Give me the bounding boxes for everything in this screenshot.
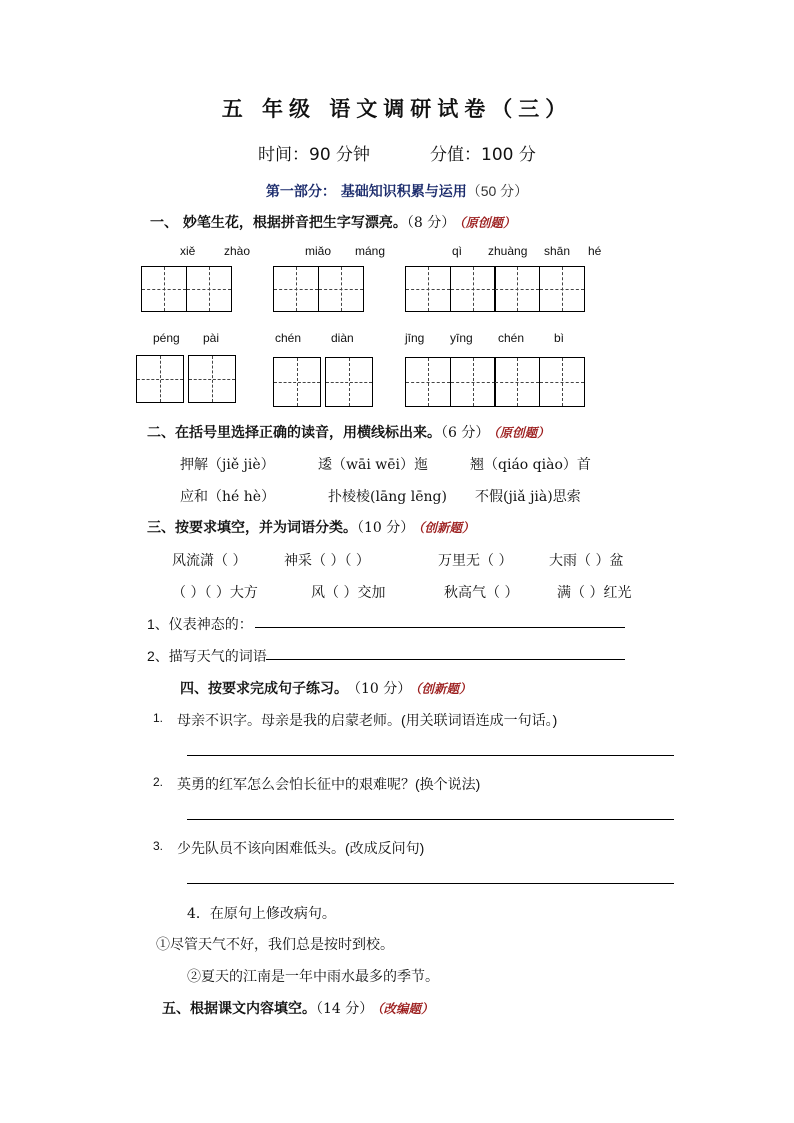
question-5-points: （14 分）	[316, 1001, 374, 1017]
pinyin: zhuàng	[488, 244, 528, 258]
writing-cell[interactable]	[273, 266, 319, 312]
pinyin: péng	[153, 331, 180, 345]
part-one-points: （50 分）	[466, 183, 529, 199]
pinyin: jīng	[405, 331, 425, 345]
pinyin: chén	[498, 331, 525, 345]
sentence-to-correct[interactable]: ①尽管天气不好，我们总是按时到校。	[156, 937, 394, 953]
fill-item[interactable]: 秋高气（ ）	[444, 585, 519, 601]
pinyin: miǎo	[305, 244, 332, 258]
writing-grid	[273, 357, 377, 407]
item-number: 2.	[153, 775, 164, 789]
writing-cell[interactable]	[273, 357, 321, 407]
page-title: 五 年级 语文调研试卷（三）	[221, 96, 573, 121]
pinyin: chén	[275, 331, 302, 345]
question-3-heading	[147, 517, 475, 537]
sentence-prompt: 母亲不识字。母亲是我的启蒙老师。(用关联词语连成一句话。)	[177, 712, 558, 728]
writing-cell[interactable]	[539, 266, 585, 312]
fill-item[interactable]: 神采（ ）（ ）	[284, 553, 370, 569]
writing-cell[interactable]	[450, 266, 496, 312]
question-5-title: 五、根据课文内容填空。	[162, 1001, 316, 1017]
writing-grid	[405, 357, 583, 407]
answer-line[interactable]	[187, 819, 674, 820]
fill-item[interactable]: 大雨（ ）盆	[549, 553, 624, 569]
writing-cell[interactable]	[450, 357, 496, 407]
question-4-title: 四、按要求完成句子练习。	[180, 681, 348, 697]
writing-grid	[405, 266, 583, 312]
question-4-points: （10 分）	[354, 681, 412, 697]
writing-cell[interactable]	[494, 266, 540, 312]
fill-item[interactable]: 满（ ）红光	[557, 585, 632, 601]
writing-cell[interactable]	[405, 266, 451, 312]
exam-score: 分值：100 分	[430, 145, 536, 165]
item-4-prompt: 4．在原句上修改病句。	[187, 906, 336, 922]
writing-cell[interactable]	[405, 357, 451, 407]
writing-grid	[141, 266, 230, 312]
writing-cell[interactable]	[186, 266, 232, 312]
pinyin: yīng	[450, 331, 473, 345]
question-3-title: 三、按要求填空，并为词语分类。	[147, 520, 357, 536]
answer-line[interactable]	[266, 659, 625, 660]
pinyin: máng	[355, 244, 386, 258]
reading-item[interactable]: 押解（jiě jiè）	[180, 457, 275, 473]
writing-cell[interactable]	[188, 355, 236, 403]
reading-item[interactable]: 逶（wāi wēi）迤	[318, 457, 429, 473]
pinyin: diàn	[331, 331, 354, 345]
question-2-heading	[147, 422, 550, 442]
item-number: 3.	[153, 839, 164, 853]
reading-item[interactable]: 扑棱棱(lāng lēng)	[328, 489, 447, 505]
question-2-title: 二、在括号里选择正确的读音，用横线标出来。	[147, 425, 441, 441]
writing-cell[interactable]	[318, 266, 364, 312]
question-1-tag: （原创题）	[459, 215, 516, 230]
question-2-tag: （原创题）	[493, 425, 550, 440]
sentence-prompt: 英勇的红军怎么会怕长征中的艰难呢？(换个说法)	[177, 776, 481, 792]
reading-item[interactable]: 不假(jiǎ jià)思索	[475, 489, 581, 505]
fill-item[interactable]: 风（ ）交加	[311, 585, 386, 601]
question-4-heading	[180, 678, 472, 698]
exam-time: 时间：90 分钟	[258, 145, 371, 165]
question-2-points: （6 分）	[441, 425, 490, 441]
fill-item[interactable]: （ ）（ ）大方	[172, 585, 258, 601]
answer-line[interactable]	[255, 627, 625, 628]
part-one-label: 第一部分： 基础知识积累与运用	[265, 184, 467, 200]
pinyin: qì	[452, 244, 463, 258]
question-4-tag: （创新题）	[415, 681, 472, 696]
pinyin: xiě	[180, 244, 196, 258]
reading-item[interactable]: 翘（qiáo qiào）首	[470, 457, 591, 473]
writing-cell[interactable]	[539, 357, 585, 407]
reading-item[interactable]: 应和（hé hè）	[180, 489, 276, 505]
fill-item[interactable]: 风流潇（ ）	[172, 553, 247, 569]
fill-item[interactable]: 万里无（ ）	[438, 553, 513, 569]
category-2-label: 2、描写天气的词语	[147, 648, 267, 664]
writing-cell[interactable]	[494, 357, 540, 407]
writing-cell[interactable]	[141, 266, 187, 312]
question-1-heading	[150, 212, 516, 232]
pinyin: hé	[588, 244, 602, 258]
item-number: 1.	[153, 711, 164, 725]
writing-grid	[273, 266, 362, 312]
question-3-tag: （创新题）	[418, 520, 475, 535]
sentence-prompt: 少先队员不该向困难低头。(改成反问句)	[177, 840, 425, 856]
question-5-heading	[162, 998, 434, 1018]
sentence-to-correct[interactable]: ②夏天的江南是一年中雨水最多的季节。	[187, 969, 439, 985]
question-1-title: 一、 妙笔生花，根据拼音把生字写漂亮。	[150, 215, 407, 231]
question-1-points: （8 分）	[406, 215, 456, 231]
part-one-heading	[0, 181, 794, 201]
pinyin: zhào	[224, 244, 251, 258]
question-5-tag: （改编题）	[377, 1001, 434, 1016]
pinyin: pài	[203, 331, 220, 345]
writing-cell[interactable]	[136, 355, 184, 403]
category-1-label: 1、仪表神态的：	[147, 616, 253, 632]
pinyin: bì	[554, 331, 565, 345]
writing-cell[interactable]	[325, 357, 373, 407]
answer-line[interactable]	[187, 755, 674, 756]
pinyin: shān	[544, 244, 571, 258]
writing-grid	[136, 355, 240, 403]
answer-line[interactable]	[187, 883, 674, 884]
question-3-points: （10 分）	[357, 520, 415, 536]
